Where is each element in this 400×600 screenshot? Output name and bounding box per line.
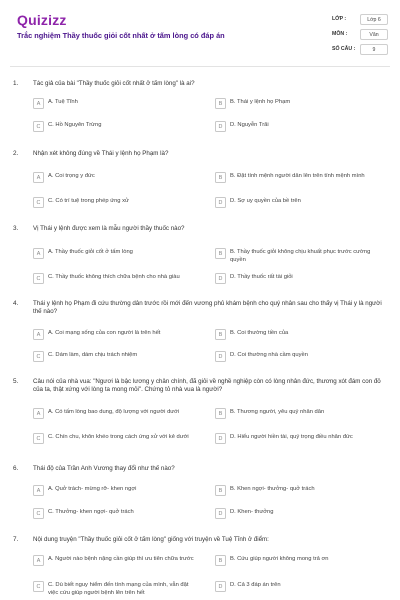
option-text: A. Người nào bệnh nặng cần giúp thì ưu tiên chữa trước: [48, 556, 194, 562]
option-letter-box: C: [33, 121, 44, 132]
option-text: C. Thầy thuốc không thích chữa bệnh cho nhà giàu: [48, 274, 180, 280]
option-letter-box: B: [215, 329, 226, 340]
option-letter-box: A: [33, 485, 44, 496]
meta-label: SỐ CÂU :: [332, 46, 356, 52]
option-letter-box: B: [215, 98, 226, 109]
meta-label: LỚP :: [332, 16, 347, 22]
option-text: B. Thầy thuốc giỏi không chịu khuất phục trước cường quyền: [230, 249, 371, 263]
option-text: C. Thưởng- khen ngợi- quở trách: [48, 509, 134, 515]
option-letter-box: A: [33, 98, 44, 109]
option-text: D. Khen- thưởng: [230, 509, 274, 515]
option-text: A. Coi mạng sống của con người là trên hết: [48, 330, 161, 336]
option-text: A. Tuệ Tĩnh: [48, 99, 78, 105]
option-letter-box: B: [215, 408, 226, 419]
option-letter-box: A: [33, 555, 44, 566]
option-text: B. Thái y lệnh họ Phạm: [230, 99, 291, 105]
option-letter-box: C: [33, 197, 44, 208]
option-letter-box: D: [215, 433, 226, 444]
question-number: 6.: [13, 465, 19, 472]
question-text: Thái độ của Trần Anh Vương thay đổi như thế nào?: [33, 465, 175, 472]
option-text: A. Có tấm lòng bao dung, độ lượng với người dưới: [48, 409, 180, 415]
question-number: 5.: [13, 378, 19, 385]
option-text: A. Coi trọng y đức: [48, 173, 95, 179]
meta-value-box: Văn: [360, 29, 388, 40]
option-letter-box: C: [33, 581, 44, 592]
option-text: C. Hồ Nguyên Trừng: [48, 122, 102, 128]
question-text: Nội dung truyện "Thầy thuốc giỏi cốt ở tấm lòng" giống với truyện về Tuệ Tĩnh ở điểm:: [33, 536, 269, 543]
option-letter-box: D: [215, 197, 226, 208]
option-letter-box: C: [33, 433, 44, 444]
option-letter-box: A: [33, 329, 44, 340]
option-text: B. Cứu giúp người không mong trả ơn: [230, 556, 329, 562]
page-title: Trắc nghiệm Thầy thuốc giỏi cốt nhất ở tấm lòng có đáp án: [17, 31, 225, 40]
option-letter-box: B: [215, 555, 226, 566]
option-text: B. Coi thường tiền của: [230, 330, 289, 336]
option-text: B. Thương người, yêu quý nhân dân: [230, 409, 325, 415]
question-number: 3.: [13, 225, 19, 232]
option-letter-box: A: [33, 172, 44, 183]
option-letter-box: B: [215, 172, 226, 183]
meta-value-box: Lớp 6: [360, 14, 388, 25]
option-letter-box: D: [215, 273, 226, 284]
option-text: A. Thầy thuốc giỏi cốt ở tấm lòng: [48, 249, 133, 255]
option-letter-box: C: [33, 351, 44, 362]
option-letter-box: C: [33, 273, 44, 284]
question-number: 7.: [13, 536, 19, 543]
option-text: D. Nguyễn Trãi: [230, 122, 269, 128]
option-letter-box: A: [33, 408, 44, 419]
question-number: 2.: [13, 150, 19, 157]
option-letter-box: D: [215, 351, 226, 362]
meta-value-box: 9: [360, 44, 388, 55]
question-number: 1.: [13, 80, 19, 87]
question-number: 4.: [13, 300, 19, 307]
option-letter-box: D: [215, 581, 226, 592]
quizizz-logo: Quizizz: [17, 12, 67, 28]
option-letter-box: B: [215, 485, 226, 496]
option-text: C. Dám làm, dám chịu trách nhiệm: [48, 352, 138, 358]
option-text: D. Thầy thuốc rất tài giỏi: [230, 274, 293, 280]
question-text: Tác giả của bài "Thầy thuốc giỏi cốt nhất ở tấm lòng" là ai?: [33, 80, 195, 87]
option-letter-box: A: [33, 248, 44, 259]
option-text: B. Khen ngợi- thưởng- quở trách: [230, 486, 315, 492]
option-text: D. Cả 3 đáp án trên: [230, 582, 281, 588]
question-text: Vị Thái y lệnh được xem là mẫu người thầy thuốc nào?: [33, 225, 185, 232]
option-text: C. Có trí tuệ trong phép ứng xử: [48, 198, 129, 204]
option-text: C. Dù biết nguy hiểm đến tính mạng của mình, vẫn đặt việc cứu giúp người bệnh lên trên hết: [48, 582, 189, 596]
question-text: Câu nói của nhà vua: "Ngươi là bậc lương y chân chính, đã giỏi về nghề nghiệp còn có lòng nhân đức, thương xót đám con đỏ của ta, thật xứng với lòng ta mong mỏi". Chứng tỏ nhà vua là người?: [33, 378, 381, 394]
option-letter-box: D: [215, 508, 226, 519]
option-text: B. Đặt tính mệnh người dân lên trên tính mệnh mình: [230, 173, 365, 179]
option-text: D. Coi thường nhà cầm quyền: [230, 352, 308, 358]
question-text: Thái y lệnh họ Phạm đi cứu thường dân trước rồi mới đến vương phủ khám bệnh cho quý nhân sau cho thấy vị Thái y là người thế nào?: [33, 300, 382, 316]
option-letter-box: C: [33, 508, 44, 519]
option-text: C. Chín chu, khôn khéo trong cách ứng xử với kẻ dưới: [48, 434, 189, 440]
option-letter-box: B: [215, 248, 226, 259]
option-text: D. Sợ uy quyền của bề trên: [230, 198, 301, 204]
option-text: A. Quở trách- mừng rỡ- khen ngợi: [48, 486, 137, 492]
meta-label: MÔN :: [332, 31, 348, 37]
option-letter-box: D: [215, 121, 226, 132]
question-text: Nhận xét không đúng về Thái y lệnh họ Phạm là?: [33, 150, 169, 157]
option-text: D. Hiểu người hiền tài, quý trọng điều nhân đức: [230, 434, 353, 440]
